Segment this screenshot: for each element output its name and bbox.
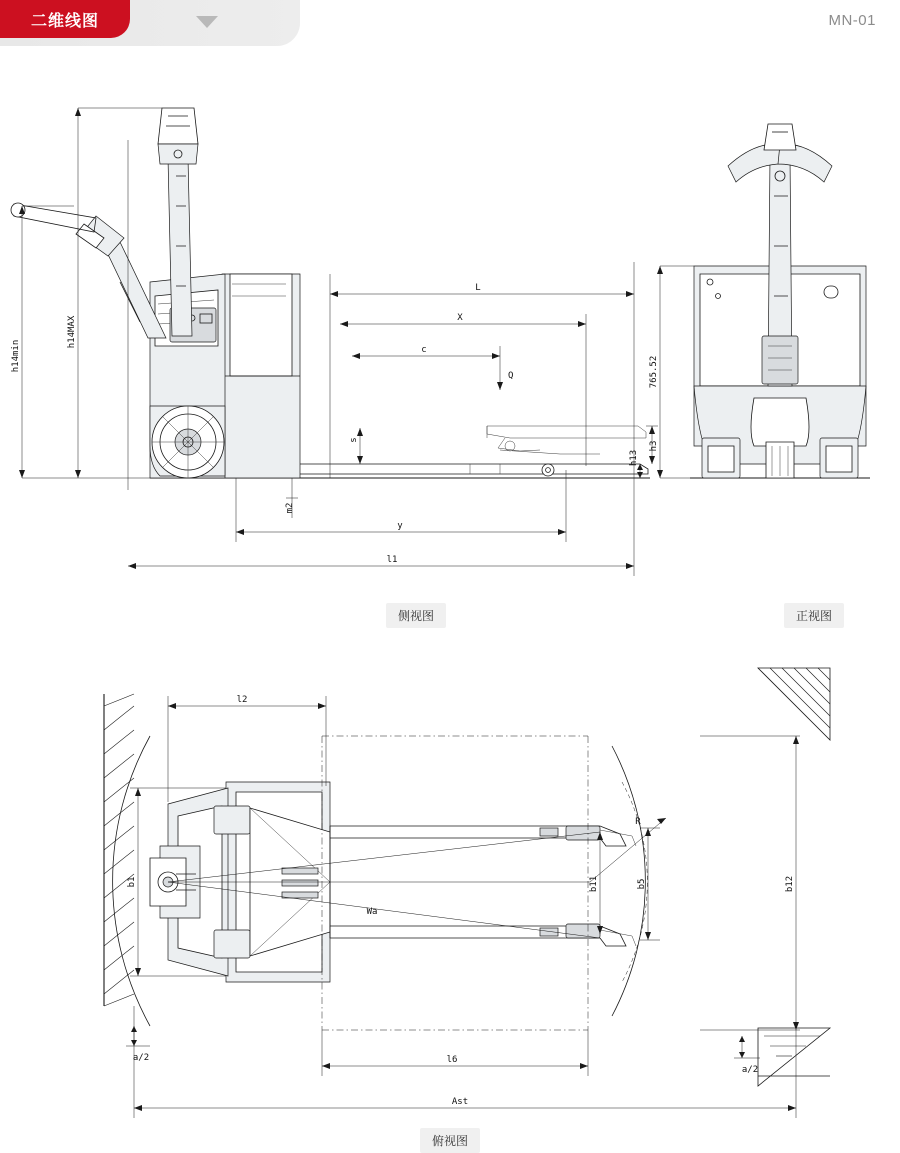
dim-label-m2: m2 [285, 502, 295, 514]
dim-label-Q: Q [508, 371, 514, 381]
caption-front-view: 正视图 [784, 603, 844, 628]
caption-side-view: 侧视图 [386, 603, 446, 628]
dim-label-y: y [397, 521, 403, 531]
dim-label-h3: h3 [649, 440, 659, 452]
dim-label-c: c [421, 345, 427, 355]
dim-label-l2: l2 [236, 695, 248, 705]
side-view-group [11, 108, 659, 576]
dim-label-L: L [475, 283, 481, 293]
front-view-group [649, 124, 870, 478]
drawing-canvas [0, 46, 900, 1150]
dim-label-b1: b1 [127, 876, 137, 888]
dim-label-h14max: h14MAX [67, 315, 77, 349]
dim-label-b11: b11 [589, 875, 599, 893]
dim-label-Wa: Wa [366, 907, 378, 917]
corner-marker-bottom-right [758, 1028, 830, 1086]
technical-drawing-sheet [0, 46, 900, 1150]
dim-label-b5: b5 [637, 878, 647, 890]
wall-hatch-left [104, 694, 134, 1006]
dim-label-765: 765.52 [649, 355, 659, 389]
page-header [0, 0, 900, 46]
dim-label-a2-right: a/2 [741, 1065, 759, 1075]
dim-label-b12: b12 [785, 875, 795, 893]
view-mode-tab[interactable] [0, 0, 130, 38]
chevron-down-icon[interactable] [196, 16, 218, 28]
dim-label-X: X [457, 313, 463, 323]
dim-label-Ast: Ast [451, 1097, 469, 1107]
dim-label-h14min: h14min [11, 339, 21, 373]
view-mode-tab-label: 二维线图 [30, 12, 99, 30]
corner-marker-top-right [758, 668, 830, 740]
model-code: MN-01 [828, 12, 876, 29]
top-view-group [104, 668, 830, 1118]
dim-label-l1: l1 [386, 555, 398, 565]
caption-top-view: 俯视图 [420, 1128, 480, 1153]
dim-label-a2-left: a/2 [132, 1053, 150, 1063]
dim-label-s: s [349, 437, 359, 443]
dim-label-R: R [635, 817, 641, 827]
side-view-dimension-lines [19, 108, 658, 576]
dim-label-l6: l6 [446, 1055, 458, 1065]
dim-label-h13: h13 [629, 449, 639, 467]
